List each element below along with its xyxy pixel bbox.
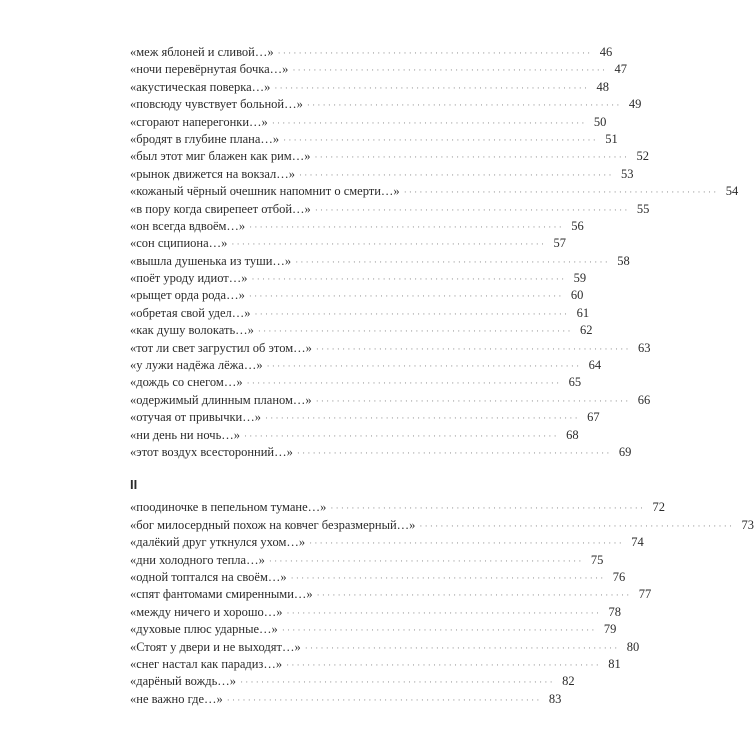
toc-entry-page-number: 48 [596, 79, 609, 94]
toc-entry [130, 569, 626, 586]
dot-leader: · · · · · · · · · · · · · · · · · · · · · · · · · · · · · · · · · · · · · · · · · · · · · · · · · · · · · · · · · · · · [240, 677, 553, 688]
toc-entry [130, 691, 562, 708]
toc-entry [130, 621, 617, 638]
toc-entry [130, 322, 593, 339]
toc-entry [130, 148, 650, 165]
toc-entry [130, 79, 609, 96]
toc-entry-title: «бродят в глубине плана…» [130, 131, 280, 146]
toc-entry-page-number: 61 [576, 305, 590, 320]
toc-entry-page-number: 49 [628, 97, 642, 112]
dot-leader: · · · · · · · · · · · · · · · · · · · · · · · · · · · · · · · · · · · · · · · · · · · · · · · · · · · · · · · · · · · · [226, 694, 540, 705]
toc-entry [130, 374, 582, 391]
toc-entry-title: «Стоят у двери и не выходят…» [130, 639, 301, 654]
toc-entry [130, 639, 640, 656]
dot-leader: · · · · · · · · · · · · · · · · · · · · · · · · · · · · · · · · · · · · · · · · · · · · · · · · · · · · · · · · · · · · [246, 378, 560, 389]
toc-entry-page-number: 50 [593, 114, 607, 129]
toc-entry-title: «меж яблоней и сливой…» [130, 45, 274, 59]
toc-entry-title: «между ничего и хорошо…» [130, 604, 283, 619]
dot-leader: · · · · · · · · · · · · · · · · · · · · · · · · · · · · · · · · · · · · · · · · · · · · · · · · · · · · · · · · · · · · [296, 447, 610, 458]
toc-entry-title: «дарёный вождь…» [130, 674, 237, 689]
toc-entry [130, 218, 584, 235]
dot-leader: · · · · · · · · · · · · · · · · · · · · · · · · · · · · · · · · · · · · · · · · · · · · · · · · · · · · · · · · · · · · [266, 361, 580, 372]
toc-entry-page-number: 73 [741, 517, 754, 532]
toc-entry-title: «рынок движется на вокзал…» [130, 166, 295, 181]
dot-leader: · · · · · · · · · · · · · · · · · · · · · · · · · · · · · · · · · · · · · · · · · · · · · · · · · · · · · · · · · · · · [265, 413, 578, 424]
toc-section-one [130, 44, 739, 461]
toc-entry-title: «как душу волокать…» [130, 323, 254, 338]
toc-entry [130, 305, 590, 322]
dot-leader: · · · · · · · · · · · · · · · · · · · · · · · · · · · · · · · · · · · · · · · · · · · · · · · · · · · · · · · · · · · · [254, 308, 568, 319]
toc-entry [130, 96, 642, 113]
toc-entry [130, 131, 618, 148]
toc-entry-page-number: 58 [617, 253, 630, 268]
toc-entry-title: «у лужи надёжа лёжа…» [130, 358, 263, 373]
toc-entry-page-number: 55 [636, 201, 650, 216]
toc-entry-title: «сгорают наперегонки…» [130, 114, 268, 129]
toc-entry-page-number: 72 [652, 500, 665, 515]
dot-leader: · · · · · · · · · · · · · · · · · · · · · · · · · · · · · · · · · · · · · · · · · · · · · · · · · · · · · · · · · · · · [295, 256, 608, 267]
dot-leader: · · · · · · · · · · · · · · · · · · · · · · · · · · · · · · · · · · · · · · · · · · · · · · · · · · · · · · · · · · · · [274, 82, 587, 93]
toc-entry-title: «обретая свой удел…» [130, 305, 251, 320]
toc-entry-title: «был этот миг блажен как рим…» [130, 149, 311, 164]
toc-entry-page-number: 81 [608, 656, 621, 671]
toc-entry-title: «сон сципиона…» [130, 236, 228, 251]
toc-entry [130, 287, 584, 304]
toc-entry [130, 517, 754, 534]
toc-entry-title: «далёкий друг уткнулся ухом…» [130, 535, 306, 550]
toc-entry [130, 427, 579, 444]
dot-leader: · · · · · · · · · · · · · · · · · · · · · · · · · · · · · · · · · · · · · · · · · · · · · · · · · · · · · · · · · · · · [257, 326, 571, 337]
toc-entry-title: «снег настал как парадиз…» [130, 656, 283, 671]
dot-leader: · · · · · · · · · · · · · · · · · · · · · · · · · · · · · · · · · · · · · · · · · · · · · · · · · · · · · · · · · · · · [277, 48, 591, 58]
dot-leader: · · · · · · · · · · · · · · · · · · · · · · · · · · · · · · · · · · · · · · · · · · · · · · · · · · · · · · · · · · · · [304, 642, 618, 653]
toc-entry [130, 183, 739, 200]
toc-entry-page-number: 80 [626, 639, 640, 654]
toc-entry-page-number: 77 [638, 587, 652, 602]
dot-leader: · · · · · · · · · · · · · · · · · · · · · · · · · · · · · · · · · · · · · · · · · · · · · · · · · · · · · · · · · · · · [231, 239, 544, 250]
toc-entry [130, 340, 651, 357]
toc-entry-title: «тот ли свет загрустил об этом…» [130, 340, 312, 355]
toc-entry-page-number: 59 [573, 271, 587, 286]
dot-leader: · · · · · · · · · · · · · · · · · · · · · · · · · · · · · · · · · · · · · · · · · · · · · · · · · · · · · · · · · · · · [315, 395, 629, 406]
toc-entry [130, 253, 630, 270]
dot-leader: · · · · · · · · · · · · · · · · · · · · · · · · · · · · · · · · · · · · · · · · · · · · · · · · · · · · · · · · · · · · [298, 169, 612, 180]
dot-leader: · · · · · · · · · · · · · · · · · · · · · · · · · · · · · · · · · · · · · · · · · · · · · · · · · · · · · · · · · · · · [281, 625, 595, 636]
toc-entry-page-number: 47 [614, 62, 628, 77]
dot-leader: · · · · · · · · · · · · · · · · · · · · · · · · · · · · · · · · · · · · · · · · · · · · · · · · · · · · · · · · · · · · [309, 538, 622, 549]
toc-entry-page-number: 63 [637, 340, 651, 355]
table-of-contents [130, 44, 754, 708]
dot-leader: · · · · · · · · · · · · · · · · · · · · · · · · · · · · · · · · · · · · · · · · · · · · · · · · · · · · · · · · · · · · [271, 117, 585, 128]
toc-entry [130, 235, 566, 252]
toc-entry-page-number: 78 [608, 604, 622, 619]
dot-leader: · · · · · · · · · · · · · · · · · · · · · · · · · · · · · · · · · · · · · · · · · · · · · · · · · · · · · · · · · · · · [283, 134, 596, 145]
toc-entry-title: «бог милосердный похож на ковчег безразмерный…» [130, 517, 416, 532]
toc-entry [130, 656, 621, 673]
toc-entry-title: «рыщет орда рода…» [130, 288, 245, 303]
toc-entry [130, 409, 600, 426]
toc-entry [130, 357, 602, 374]
toc-entry-page-number: 46 [599, 45, 613, 59]
toc-entry-page-number: 53 [621, 166, 634, 181]
dot-leader: · · · · · · · · · · · · · · · · · · · · · · · · · · · · · · · · · · · · · · · · · · · · · · · · · · · · · · · · · · · · [419, 520, 732, 531]
toc-entry-page-number: 54 [725, 184, 739, 199]
toc-entry-page-number: 60 [570, 288, 584, 303]
toc-entry-page-number: 74 [631, 535, 644, 550]
toc-entry-title: «повсюду чувствует больной…» [130, 97, 303, 112]
toc-entry [130, 499, 665, 516]
dot-leader: · · · · · · · · · · · · · · · · · · · · · · · · · · · · · · · · · · · · · · · · · · · · · · · · · · · · · · · · · · · · [268, 555, 582, 566]
toc-entry-title: «ни день ни ночь…» [130, 427, 241, 442]
toc-entry-title: «одержимый длинным планом…» [130, 392, 312, 407]
toc-entry-title: «одной топтался на своём…» [130, 569, 287, 584]
toc-entry-page-number: 62 [579, 323, 593, 338]
toc-entry-page-number: 67 [587, 410, 600, 425]
toc-entry [130, 166, 634, 183]
toc-entry-title: «кожаный чёрный очешник напомнит о смерти…» [130, 184, 400, 199]
toc-entry-title: «этот воздух всесторонний…» [130, 444, 293, 459]
toc-section-two [130, 499, 754, 708]
toc-entry [130, 114, 607, 131]
dot-leader: · · · · · · · · · · · · · · · · · · · · · · · · · · · · · · · · · · · · · · · · · · · · · · · · · · · · · · · · · · · · [248, 291, 562, 302]
toc-entry-title: «вышла душенька из туши…» [130, 253, 292, 268]
dot-leader: · · · · · · · · · · · · · · · · · · · · · · · · · · · · · · · · · · · · · · · · · · · · · · · · · · · · · · · · · · · · [316, 590, 630, 601]
toc-entry-page-number: 76 [612, 569, 626, 584]
toc-entry-page-number: 79 [603, 622, 617, 637]
toc-entry-title: «дождь со снегом…» [130, 375, 243, 390]
toc-entry [130, 270, 587, 287]
toc-entry [130, 201, 650, 218]
toc-entry [130, 552, 604, 569]
dot-leader: · · · · · · · · · · · · · · · · · · · · · · · · · · · · · · · · · · · · · · · · · · · · · · · · · · · · · · · · · · · · [292, 65, 606, 76]
dot-leader: · · · · · · · · · · · · · · · · · · · · · · · · · · · · · · · · · · · · · · · · · · · · · · · · · · · · · · · · · · · · [315, 343, 629, 354]
dot-leader: · · · · · · · · · · · · · · · · · · · · · · · · · · · · · · · · · · · · · · · · · · · · · · · · · · · · · · · · · · · · [251, 274, 565, 285]
dot-leader: · · · · · · · · · · · · · · · · · · · · · · · · · · · · · · · · · · · · · · · · · · · · · · · · · · · · · · · · · · · · [249, 221, 562, 232]
dot-leader: · · · · · · · · · · · · · · · · · · · · · · · · · · · · · · · · · · · · · · · · · · · · · · · · · · · · · · · · · · · · [286, 659, 599, 670]
toc-entry-title: «поёт уроду идиот…» [130, 271, 248, 286]
toc-entry [130, 61, 628, 78]
toc-entry-title: «он всегда вдвоём…» [130, 218, 246, 233]
toc-entry [130, 586, 652, 603]
dot-leader: · · · · · · · · · · · · · · · · · · · · · · · · · · · · · · · · · · · · · · · · · · · · · · · · · · · · · · · · · · · · [314, 152, 628, 163]
dot-leader: · · · · · · · · · · · · · · · · · · · · · · · · · · · · · · · · · · · · · · · · · · · · · · · · · · · · · · · · · · · · [314, 204, 628, 215]
toc-entry [130, 392, 651, 409]
dot-leader: · · · · · · · · · · · · · · · · · · · · · · · · · · · · · · · · · · · · · · · · · · · · · · · · · · · · · · · · · · · · [403, 187, 717, 198]
toc-entry-title: «акустическая поверка…» [130, 79, 271, 94]
toc-entry-page-number: 68 [566, 427, 579, 442]
dot-leader: · · · · · · · · · · · · · · · · · · · · · · · · · · · · · · · · · · · · · · · · · · · · · · · · · · · · · · · · · · · · [290, 572, 604, 583]
toc-entry-page-number: 64 [588, 358, 602, 373]
toc-entry-page-number: 83 [548, 691, 562, 706]
toc-entry-title: «в пору когда свирепеет отбой…» [130, 201, 311, 216]
dot-leader: · · · · · · · · · · · · · · · · · · · · · · · · · · · · · · · · · · · · · · · · · · · · · · · · · · · · · · · · · · · · [306, 100, 620, 111]
toc-entry [130, 673, 575, 690]
section-heading: II [130, 477, 138, 493]
toc-entry [130, 444, 632, 461]
toc-entry [130, 44, 613, 61]
toc-entry-title: «спят фантомами смиренными…» [130, 587, 313, 602]
toc-entry [130, 604, 622, 621]
toc-entry-title: «дни холодного тепла…» [130, 552, 265, 567]
dot-leader: · · · · · · · · · · · · · · · · · · · · · · · · · · · · · · · · · · · · · · · · · · · · · · · · · · · · · · · · · · · · [244, 430, 557, 441]
toc-entry-page-number: 82 [562, 674, 575, 689]
toc-entry-title: «отучая от привычки…» [130, 410, 261, 425]
toc-entry-page-number: 69 [618, 444, 632, 459]
toc-entry-title: «ночи перевёрнутая бочка…» [130, 62, 289, 77]
toc-entry-page-number: 57 [553, 236, 566, 251]
toc-entry [130, 534, 644, 551]
toc-entry-page-number: 66 [637, 392, 651, 407]
toc-entry-page-number: 65 [568, 375, 582, 390]
toc-entry-title: «поодиночке в пепельном тумане…» [130, 500, 327, 515]
toc-entry-title: «не важно где…» [130, 691, 223, 706]
dot-leader: · · · · · · · · · · · · · · · · · · · · · · · · · · · · · · · · · · · · · · · · · · · · · · · · · · · · · · · · · · · · [286, 607, 600, 618]
toc-entry-page-number: 51 [605, 131, 618, 146]
toc-entry-page-number: 52 [636, 149, 650, 164]
dot-leader: · · · · · · · · · · · · · · · · · · · · · · · · · · · · · · · · · · · · · · · · · · · · · · · · · · · · · · · · · · · · [330, 503, 643, 514]
toc-entry-page-number: 56 [571, 218, 584, 233]
toc-entry-title: «духовые плюс ударные…» [130, 622, 278, 637]
toc-entry-page-number: 75 [590, 552, 604, 567]
